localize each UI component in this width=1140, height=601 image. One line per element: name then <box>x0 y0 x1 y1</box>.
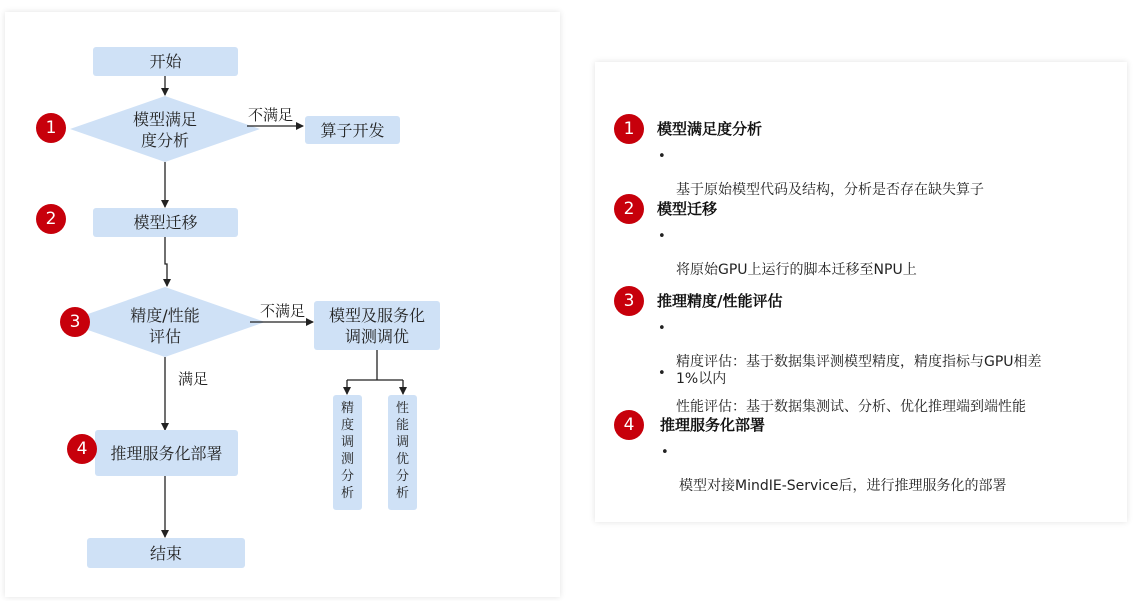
bullet-text: 性能评估：基于数据集测试、分析、优化推理端到端性能 <box>676 399 1026 415</box>
bullet-text: 模型对接MindIE-Service后，进行推理服务化的部署 <box>679 478 1007 494</box>
section-badge-4: 4 <box>614 410 644 440</box>
section-badge-2: 2 <box>614 194 644 224</box>
section-badge-3: 3 <box>614 286 644 316</box>
satisfied-label: 满足 <box>178 370 209 388</box>
decision1-label: 模型满足 度分析 <box>132 110 197 150</box>
section-4-bullet-1 <box>661 444 1007 495</box>
section-2-bullet-1 <box>658 228 917 279</box>
operator-dev-node: 算子开发 <box>305 116 400 144</box>
section-title-3: 推理精度/性能评估 <box>657 292 783 310</box>
section-1-bullet-1 <box>658 148 984 199</box>
arrow-migration-to-decision2 <box>165 237 167 286</box>
bullet-text: 基于原始模型代码及结构，分析是否存在缺失算子 <box>676 182 984 198</box>
bullet-text: 精度评估：基于数据集评测模型精度，精度指标与GPU相差 1%以内 <box>676 354 1042 387</box>
precision-tuning-node: 精 度 调 测 分 析 <box>333 395 362 510</box>
bullet-dot: • <box>658 321 666 336</box>
end-node: 结束 <box>87 538 245 568</box>
section-title-4: 推理服务化部署 <box>660 416 766 434</box>
step-badge-1: 1 <box>36 113 66 143</box>
start-node: 开始 <box>93 47 238 76</box>
not-satisfied-label-1: 不满足 <box>248 106 294 124</box>
bullet-dot: • <box>661 445 669 460</box>
step-badge-4: 4 <box>67 434 97 464</box>
bullet-text: 将原始GPU上运行的脚本迁移至NPU上 <box>676 262 917 278</box>
bullet-dot: • <box>658 366 666 381</box>
step-badge-3: 3 <box>60 307 90 337</box>
migration-node: 模型迁移 <box>93 208 238 237</box>
bullet-dot: • <box>658 229 666 244</box>
bullet-dot: • <box>658 149 666 164</box>
section-title-1: 模型满足度分析 <box>657 120 763 138</box>
tuning-node: 模型及服务化 调测调优 <box>314 301 440 350</box>
section-badge-1: 1 <box>614 114 644 144</box>
section-3-bullet-2 <box>658 365 1026 416</box>
not-satisfied-label-2: 不满足 <box>260 302 306 320</box>
section-title-2: 模型迁移 <box>657 200 718 218</box>
performance-tuning-node: 性 能 调 优 分 析 <box>388 395 417 510</box>
decision2-label: 精度/性能 评估 <box>130 306 200 346</box>
deploy-node: 推理服务化部署 <box>95 430 238 476</box>
step-badge-2: 2 <box>36 204 66 234</box>
